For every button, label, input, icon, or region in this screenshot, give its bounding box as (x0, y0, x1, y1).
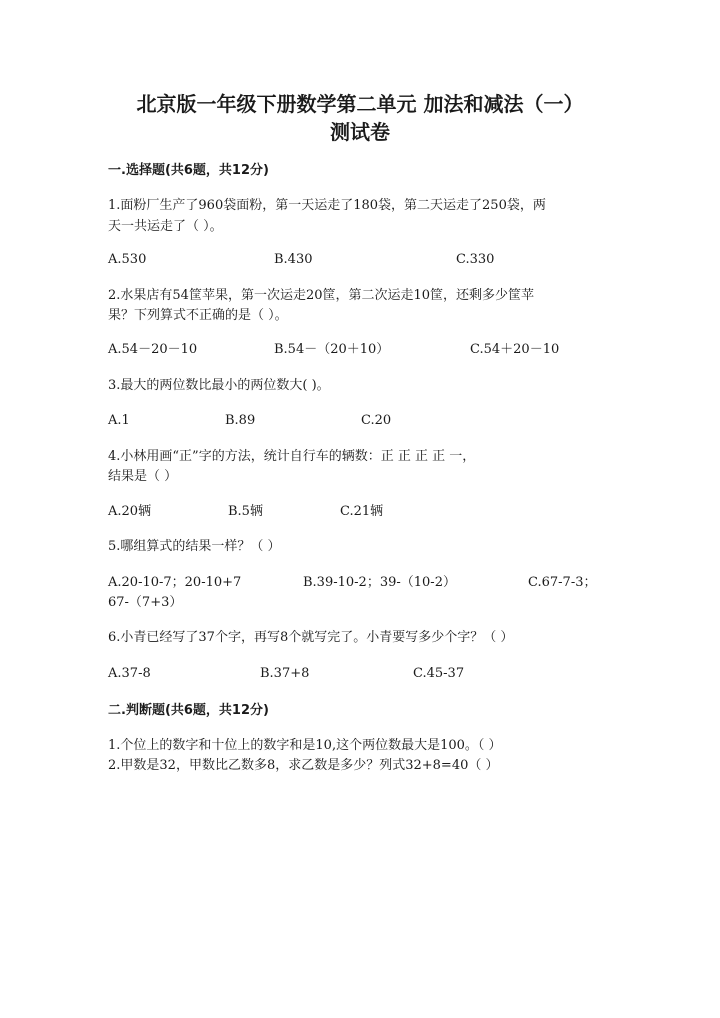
question-5-line-1: 5.哪组算式的结果一样？（ ） (108, 539, 281, 554)
question-2-option-c: C.54＋20－10 (470, 342, 560, 357)
question-4-option-c: C.21辆 (340, 504, 384, 519)
question-2-line-2: 果？下列算式不正确的是（ ）。 (108, 308, 288, 323)
question-5-option-c: C.67-7-3； (528, 575, 597, 590)
question-6-option-a: A.37-8 (108, 666, 151, 681)
question-1-line-2: 天一共运走了（ ）。 (108, 219, 223, 234)
question-2-line-1: 2.水果店有54筐苹果，第一次运走20筐，第二次运走10筐，还剩多少筐苹 (108, 288, 535, 303)
question-3-line-1: 3.最大的两位数比最小的两位数大( )。 (108, 378, 330, 393)
question-4-option-b: B.5辆 (228, 504, 263, 519)
page-subtitle: 测试卷 (330, 120, 390, 144)
question-3-option-c: C.20 (361, 413, 392, 428)
question-6-option-c: C.45-37 (413, 666, 465, 681)
question-6-option-b: B.37+8 (260, 666, 310, 681)
question-4-line-1: 4.小林用画“正”字的方法，统计自行车的辆数：正 正 正 正 一， (108, 449, 476, 464)
section-header-judgement: 二.判断题(共6题，共12分) (108, 703, 269, 718)
question-5-option-a: A.20-10-7；20-10+7 (108, 575, 242, 590)
judgement-2: 2.甲数是32，甲数比乙数多8，求乙数是多少？列式32+8=40（ ） (108, 758, 499, 773)
question-1-option-c: C.330 (456, 252, 495, 267)
question-3-option-b: B.89 (225, 413, 256, 428)
question-6-line-1: 6.小青已经写了37个字，再写8个就写完了。小青要写多少个字？（ ） (108, 630, 514, 645)
judgement-1: 1.个位上的数字和十位上的数字和是10,这个两位数最大是100。（ ） (108, 738, 502, 753)
question-2-option-a: A.54－20－10 (108, 342, 198, 357)
question-1-option-a: A.530 (108, 252, 147, 267)
question-5-option-b: B.39-10-2；39-（10-2） (303, 575, 456, 590)
question-2-option-b: B.54－（20＋10） (274, 342, 390, 357)
page-title: 北京版一年级下册数学第二单元 加法和减法（一） (136, 92, 584, 116)
question-4-line-2: 结果是（ ） (108, 469, 178, 484)
question-4-option-a: A.20辆 (108, 504, 152, 519)
question-5-option-c-continued: 67-（7+3） (108, 595, 183, 610)
question-1-line-1: 1.面粉厂生产了960袋面粉，第一天运走了180袋，第二天运走了250袋，两 (108, 198, 546, 213)
question-3-option-a: A.1 (108, 413, 130, 428)
section-header-choice: 一.选择题(共6题，共12分) (108, 163, 269, 178)
question-1-option-b: B.430 (274, 252, 313, 267)
